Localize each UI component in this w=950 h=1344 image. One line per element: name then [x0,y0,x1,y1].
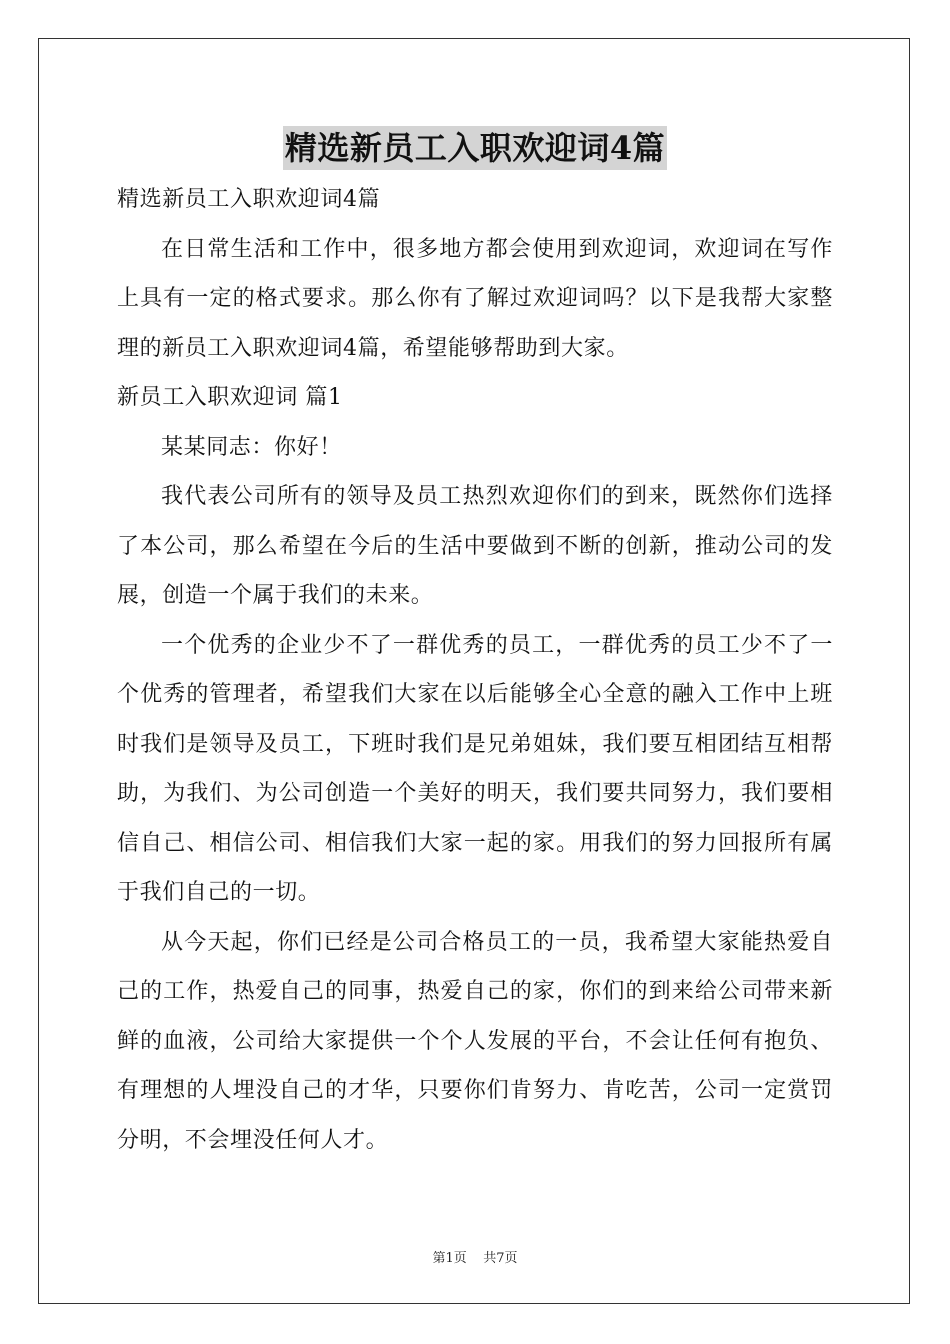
intro-paragraph: 在日常生活和工作中，很多地方都会使用到欢迎词，欢迎词在写作上具有一定的格式要求。那么你有了解过欢迎词吗？以下是我帮大家整理的新员工入职欢迎词4篇，希望能够帮助到大家。 [117,236,833,361]
document-subtitle: 精选新员工入职欢迎词4篇 [117,187,381,212]
section-heading: 新员工入职欢迎词 篇1 [117,385,343,410]
document-title: 精选新员工入职欢迎词4篇 [283,126,667,170]
title-container [0,126,950,170]
body-paragraph: 一个优秀的企业少不了一群优秀的员工，一群优秀的员工少不了一个优秀的管理者，希望我们大家在以后能够全心全意的融入工作中上班时我们是领导及员工，下班时我们是兄弟姐妹，我们要互相团结互相帮助，为我们、为公司创造一个美好的明天，我们要共同努力，我们要相信自己、相信公司、相信我们大家一起的家。用我们的努力回报所有属于我们自己的一切。 [117,632,833,905]
body-paragraph: 我代表公司所有的领导及员工热烈欢迎你们的到来，既然你们选择了本公司，那么希望在今后的生活中要做到不断的创新，推动公司的发展，创造一个属于我们的未来。 [117,484,833,608]
body-paragraph: 从今天起，你们已经是公司合格员工的一员，我希望大家能热爱自己的工作，热爱自己的同事，热爱自己的家，你们的到来给公司带来新鲜的血液，公司给大家提供一个个人发展的平台，不会让任何有抱负、有理想的人埋没自己的才华，只要你们肯努力、肯吃苦，公司一定赏罚分明，不会埋没任何人才。 [117,929,833,1153]
document-body [117,175,833,1165]
total-pages: 共7页 [483,1251,518,1266]
page-number: 第1页 [432,1251,467,1266]
greeting-paragraph: 某某同志：你好！ [161,434,342,460]
page-footer [0,1247,950,1266]
